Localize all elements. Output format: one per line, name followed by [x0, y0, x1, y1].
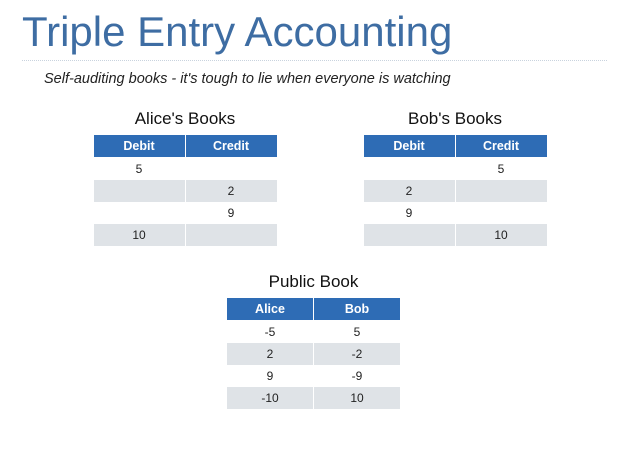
table-header-row: [363, 135, 547, 158]
cell-debit: [93, 180, 185, 202]
public-ledger-table: [226, 297, 401, 409]
column-header-debit: Debit: [93, 135, 185, 158]
books-row: [0, 109, 627, 246]
cell-credit: 9: [185, 202, 277, 224]
table-row: [93, 224, 277, 246]
bob-book: [350, 109, 560, 246]
cell-credit: [455, 180, 547, 202]
table-row: [227, 343, 401, 365]
cell-bob: 10: [314, 387, 401, 409]
table-row: [93, 158, 277, 181]
public-book: [209, 272, 419, 409]
column-header-debit: Debit: [363, 135, 455, 158]
bob-ledger-table: [363, 134, 548, 246]
cell-alice: -10: [227, 387, 314, 409]
column-header-credit: Credit: [185, 135, 277, 158]
cell-debit: [93, 202, 185, 224]
cell-credit: 5: [455, 158, 547, 181]
table-row: [363, 158, 547, 181]
table-header-row: [227, 298, 401, 321]
cell-debit: 5: [93, 158, 185, 181]
cell-alice: 2: [227, 343, 314, 365]
page-title: Triple Entry Accounting: [22, 8, 453, 55]
column-header-alice: Alice: [227, 298, 314, 321]
table-row: [363, 202, 547, 224]
cell-alice: -5: [227, 321, 314, 344]
column-header-credit: Credit: [455, 135, 547, 158]
cell-credit: [185, 224, 277, 246]
cell-bob: -2: [314, 343, 401, 365]
cell-bob: -9: [314, 365, 401, 387]
table-row: [227, 387, 401, 409]
cell-debit: 9: [363, 202, 455, 224]
cell-credit: 2: [185, 180, 277, 202]
table-row: [93, 180, 277, 202]
cell-debit: 2: [363, 180, 455, 202]
cell-credit: [455, 202, 547, 224]
cell-alice: 9: [227, 365, 314, 387]
cell-debit: 10: [93, 224, 185, 246]
table-header-row: [93, 135, 277, 158]
cell-bob: 5: [314, 321, 401, 344]
column-header-bob: Bob: [314, 298, 401, 321]
alice-book-title: Alice's Books: [134, 109, 236, 129]
slide: [0, 8, 627, 456]
cell-debit: [363, 158, 455, 181]
table-row: [227, 365, 401, 387]
alice-ledger-table: [93, 134, 278, 246]
cell-credit: [185, 158, 277, 181]
public-book-section: [0, 272, 627, 409]
cell-credit: 10: [455, 224, 547, 246]
table-row: [363, 180, 547, 202]
table-row: [227, 321, 401, 344]
title-divider: [22, 60, 607, 61]
bob-book-title: Bob's Books: [408, 109, 502, 129]
page-subtitle: Self-auditing books - it's tough to lie when everyone is watching: [44, 71, 451, 88]
cell-debit: [363, 224, 455, 246]
alice-book: [80, 109, 290, 246]
public-book-title: Public Book: [268, 272, 359, 292]
table-row: [93, 202, 277, 224]
table-row: [363, 224, 547, 246]
